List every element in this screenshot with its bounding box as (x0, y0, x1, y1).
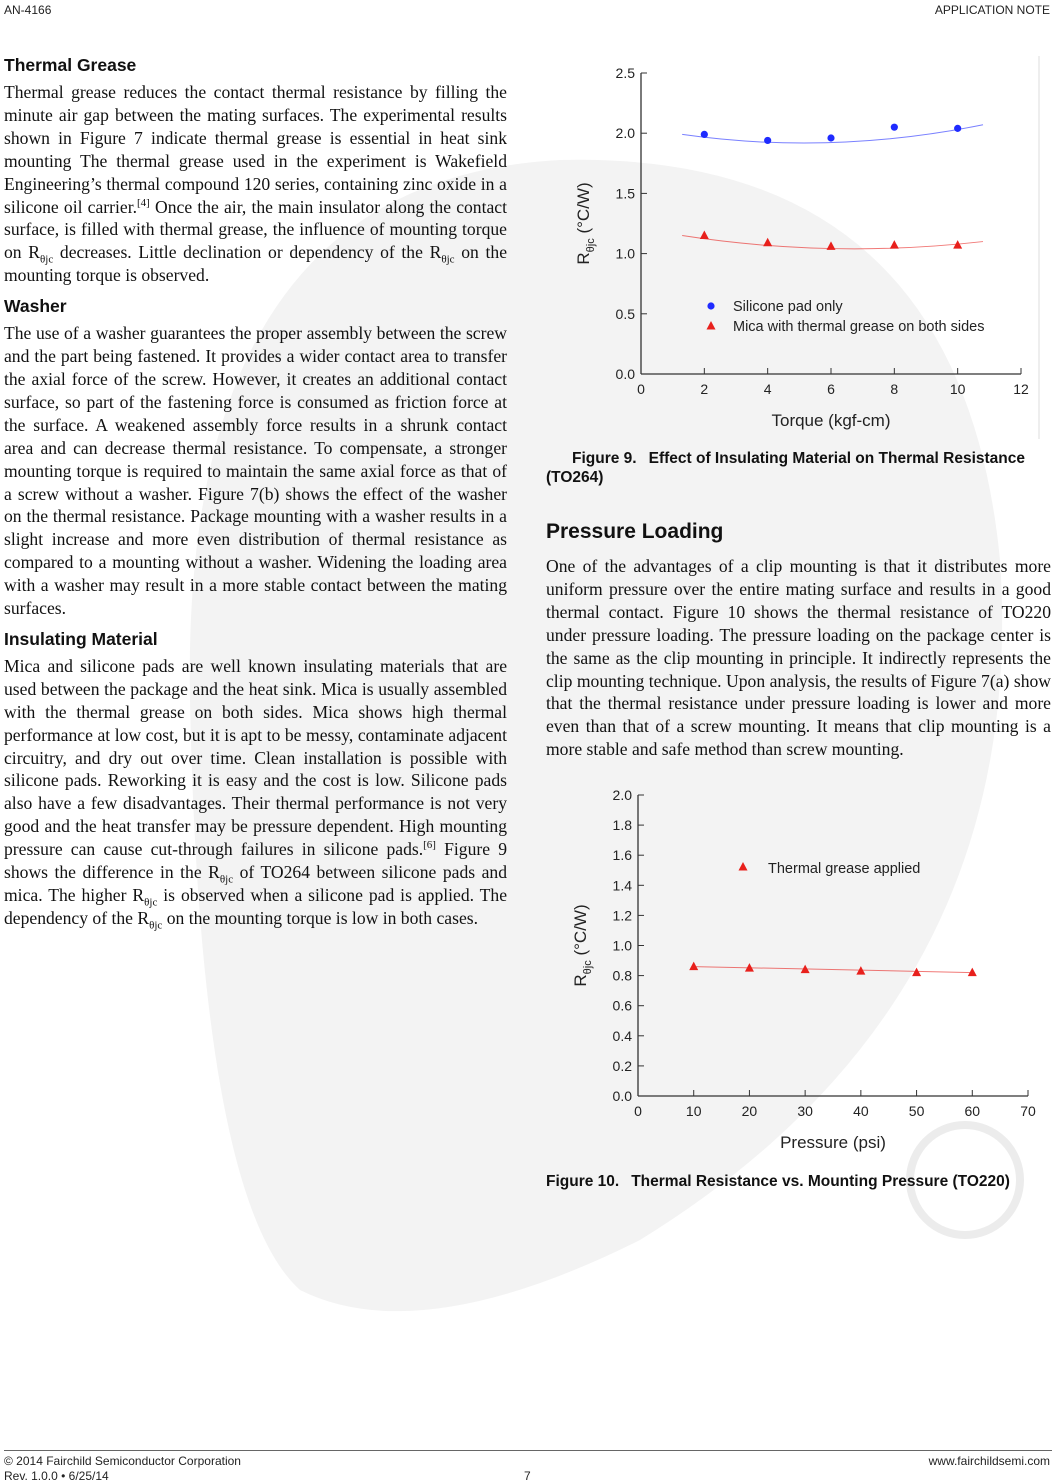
section-title-thermal-grease: Thermal Grease (4, 55, 137, 75)
x-tick-label: 0 (637, 381, 645, 397)
insulating-material-paragraph: Mica and silicone pads are well known insulating materials that are used between the package and the heat sink. Mica is usually assembled with the thermal grease on both sides. Mica shows high thermal performance at low cost, but it is apt to be messy, contaminate adjacent circuitry, and dry out over time. Clean installation is possible with silicone pads. Reworking it is easy and the cost is low. Silicone pads also have a few disadvantages. Their thermal performance is not very good and the heat transfer may be pressure dependent. High mounting pressure can cause cut-through failures in silicone pads.[6] Figure 9 shows the difference in the $R_{\theta jc}$ of TO264 between silicone pads and mica. The higher $R_{\theta jc}$ is observed when a silicone pad is applied. The dependency of the $R_{\theta jc}$ on the mounting torque is low in both cases. (4, 655, 508, 932)
legend-marker (739, 862, 748, 871)
figure-10-caption: Figure 10. Thermal Resistance vs. Mounting Pressure (TO220) (546, 1173, 1010, 1191)
washer-paragraph: The use of a washer guarantees the proper assembly between the screw and the part being fastened. It provides a wider contact area to transfer the axial force of the screw. However, it creates an additional contact surface, so part of the fastening force is consumed as friction force at the surface. A weakened assembly force results in a shrunk contact area and can decrease thermal resistance. To compensate, a stronger mounting torque is required to maintain the same axial force as that of a screw without a washer. Figure 7(b) shows the effect of the washer on the thermal resistance. Package mounting with a washer results in a slight increase and more even distribution of thermal resistance as compared to a mounting without a washer. Widening the loading area with a washer may result in a more stable contact between the mating surfaces. (4, 323, 507, 619)
y-tick-label: 0.0 (612, 1088, 632, 1105)
section-title-washer: Washer (4, 296, 67, 317)
x-tick-label: 20 (741, 1103, 758, 1120)
data-point (827, 241, 836, 250)
header-doc-type: APPLICATION NOTE (934, 3, 1050, 17)
y-tick-label: 2.5 (615, 65, 635, 81)
section-title-pressure-loading: Pressure Loading (546, 520, 724, 543)
footer-revision: Rev. 1.0.0 • 6/25/14 (4, 1469, 109, 1483)
y-tick-label: 2.0 (615, 125, 635, 142)
y-tick-label: 0.5 (615, 305, 635, 322)
y-tick-label: 0.0 (615, 366, 635, 382)
x-tick-label: 12 (1013, 381, 1029, 397)
footer-website-link[interactable]: www.fairchildsemi.com (928, 1454, 1050, 1468)
data-point (890, 240, 899, 249)
section-title-insulating-material: Insulating Material (4, 628, 158, 649)
reference-4: [4] (137, 196, 150, 209)
y-tick-label: 0.6 (612, 997, 632, 1014)
data-point (700, 231, 709, 240)
x-tick-label: 60 (964, 1103, 981, 1120)
y-tick-label: 0.8 (612, 967, 632, 984)
data-point (827, 134, 834, 141)
thermal-grease-paragraph: Thermal grease reduces the contact thermal resistance by filling the minute air gap between the mating surfaces. The experimental results shown in Figure 7 indicate thermal grease is essential in heat sink mounting The thermal grease used in the experiment is Wakefield Engineering’s thermal compound 120 series, containing zinc oxide in a silicone oil carrier.[4] Once the air, the main insulator along the contact surface, is filled with thermal grease, the influence of mounting torque on $R_{\theta jc}$ decreases. Little declination or dependency of the $R_{\theta jc}$ on the mounting torque is observed. (4, 82, 507, 286)
x-tick-label: 10 (685, 1103, 702, 1120)
footer-page-number: 7 (524, 1469, 531, 1483)
header-doc-id: AN-4166 (4, 3, 52, 17)
y-tick-label: 1.5 (615, 185, 635, 202)
x-tick-label: 30 (797, 1103, 813, 1120)
x-tick-label: 4 (763, 381, 772, 397)
legend-label: Mica with thermal grease on both sides (733, 319, 985, 335)
x-tick-label: 40 (853, 1103, 869, 1120)
y-tick-label: 1.6 (612, 847, 632, 864)
x-tick-label: 0 (634, 1103, 642, 1120)
y-tick-label: 1.2 (612, 907, 632, 924)
y-tick-label: 0.4 (612, 1027, 632, 1044)
x-tick-label: 50 (908, 1103, 925, 1120)
y-tick-label: 1.0 (615, 245, 635, 262)
footer-copyright: © 2014 Fairchild Semiconductor Corporation (4, 1454, 241, 1468)
y-tick-label: 0.2 (612, 1058, 632, 1075)
reference-6: [6] (423, 839, 436, 852)
figure-10-chart (546, 777, 1046, 1167)
y-tick-label: 1.0 (612, 937, 632, 954)
x-tick-label: 10 (949, 381, 966, 397)
x-tick-label: 6 (827, 381, 835, 397)
legend-marker (707, 302, 714, 309)
data-point (968, 968, 977, 977)
left-column (4, 54, 507, 936)
data-point (764, 137, 771, 144)
y-axis-title: $R_{\theta jc}$ (°C/W) (571, 904, 594, 987)
pressure-loading-paragraph: One of the advantages of a clip mounting is that it distributes more uniform pressure over the entire mating surface and results in a good thermal contact. Figure 10 shows the thermal resistance of TO220 under pressure loading. The pressure loading on the package center is the same as the clip mounting in principle. It indirectly represents the clip mounting technique. Upon analysis, the results of Figure 7(a) show that the thermal resistance under pressure loading is lower and more even than that of a screw mounting. It means that clip mounting is a more stable and safe method than screw mounting. (546, 556, 1051, 760)
data-point (954, 125, 961, 132)
x-axis-title: Torque (kgf-cm) (771, 411, 891, 430)
x-tick-label: 2 (700, 381, 709, 397)
trend-line (694, 967, 973, 973)
legend-marker (707, 321, 716, 330)
data-point (763, 238, 772, 247)
y-tick-label: 2.0 (612, 787, 632, 804)
figure-9-chart (546, 56, 1046, 441)
figure-9-caption: Figure 9. Effect of Insulating Material on Thermal Resistance (TO264) (546, 450, 1025, 486)
x-tick-label: 70 (1020, 1103, 1036, 1120)
legend-label: Thermal grease applied (768, 861, 921, 878)
legend-label: Silicone pad only (733, 299, 843, 315)
y-axis-title: $R_{\theta jc}$ (°C/W) (574, 182, 597, 265)
right-column (546, 56, 1051, 1191)
y-tick-label: 1.4 (612, 877, 632, 894)
data-point (891, 124, 898, 131)
data-point (689, 962, 698, 971)
x-tick-label: 8 (890, 381, 899, 397)
footer-divider (4, 1450, 1052, 1451)
x-axis-title: Pressure (psi) (780, 1133, 886, 1153)
y-tick-label: 1.8 (612, 817, 632, 834)
data-point (701, 131, 708, 138)
